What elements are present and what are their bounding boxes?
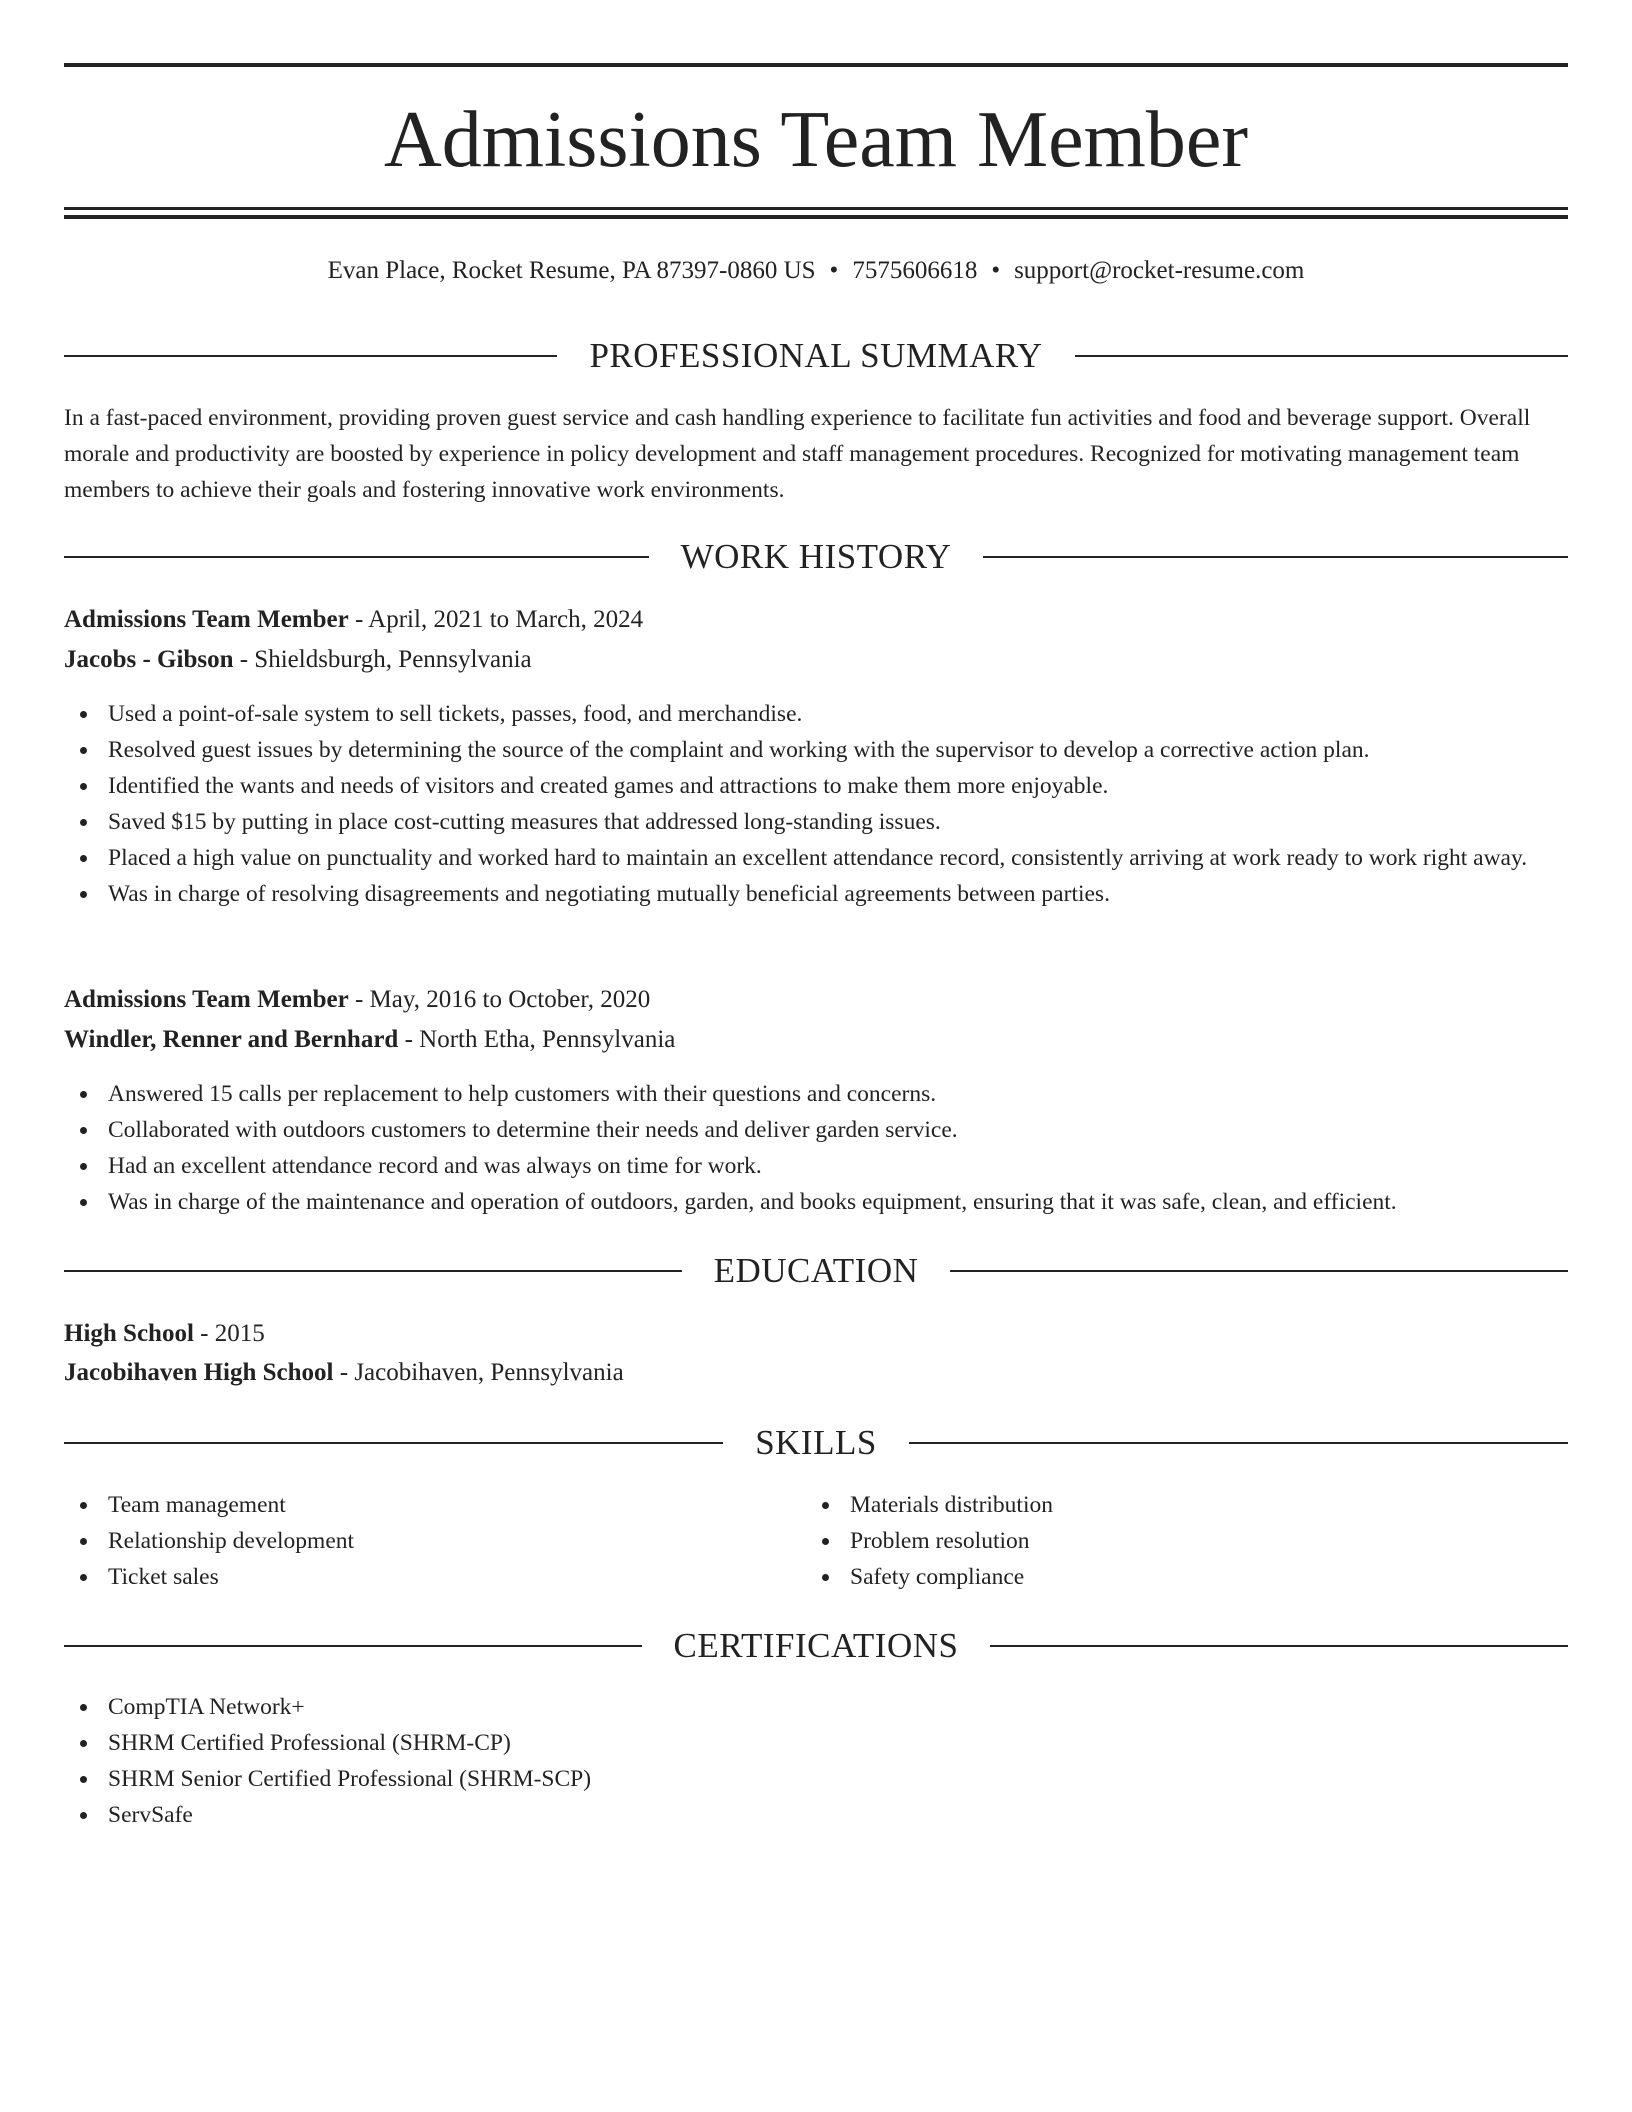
job-2-bullets [64,1076,1568,1220]
section-title-summary: PROFESSIONAL SUMMARY [589,336,1043,375]
header-top-rule [64,63,1568,67]
section-rule-right [909,1442,1568,1444]
job-2-company: Windler, Renner and Bernhard [64,1026,399,1053]
section-rule-right [990,1645,1568,1647]
list-item: Collaborated with outdoors customers to determine their needs and deliver garden service. [64,1112,1568,1148]
section-header-certifications [64,1624,1568,1668]
list-item: Materials distribution [806,1487,1506,1523]
education-location: - Jacobihaven, Pennsylvania [333,1359,624,1386]
job-2-title-line [64,982,1568,1018]
skills-list-right [806,1487,1506,1595]
section-rule-left [64,355,557,357]
section-header-skills [64,1421,1568,1465]
section-rule-left [64,556,649,558]
job-1-company-line [64,642,1568,678]
job-2-dates: - May, 2016 to October, 2020 [348,986,651,1013]
job-2-title: Admissions Team Member [64,986,349,1013]
section-rule-right [983,556,1568,558]
list-item: Was in charge of the maintenance and operation of outdoors, garden, and books equipment, ensuring that it was safe, clean, and efficient. [64,1184,1568,1220]
list-item: Placed a high value on punctuality and worked hard to maintain an excellent attendance record, consistently arriving at work ready to work right away. [64,840,1568,876]
list-item: Used a point-of-sale system to sell tickets, passes, food, and merchandise. [64,696,1568,732]
education-year: - 2015 [193,1320,265,1347]
list-item: Was in charge of resolving disagreements and negotiating mutually beneficial agreements between parties. [64,876,1568,912]
list-item: Team management [64,1487,764,1523]
education-school-line [64,1355,1568,1391]
header-double-rule-upper [64,207,1568,210]
education-degree-line [64,1316,1568,1352]
list-item: ServSafe [64,1797,1568,1833]
contact-line [64,253,1568,289]
job-1-title: Admissions Team Member [64,606,349,633]
list-item: SHRM Certified Professional (SHRM-CP) [64,1725,1568,1761]
resume-title: Admissions Team Member [384,96,1248,184]
education-school: Jacobihaven High School [64,1359,334,1386]
section-header-summary [64,334,1568,378]
section-rule-left [64,1442,723,1444]
list-item: Problem resolution [806,1523,1506,1559]
section-rule-right [1075,355,1568,357]
contact-email: support@rocket-resume.com [1014,257,1305,284]
list-item: SHRM Senior Certified Professional (SHRM-SCP) [64,1761,1568,1797]
list-item: Relationship development [64,1523,764,1559]
job-1-company: Jacobs - Gibson [64,646,234,673]
section-rule-left [64,1270,682,1272]
job-1-location: - Shieldsburgh, Pennsylvania [233,646,532,673]
contact-address: Evan Place, Rocket Resume, PA 87397-0860 US [327,257,816,284]
list-item: CompTIA Network+ [64,1689,1568,1725]
list-item: Safety compliance [806,1559,1506,1595]
job-1-dates: - April, 2021 to March, 2024 [348,606,644,633]
list-item: Had an excellent attendance record and was always on time for work. [64,1148,1568,1184]
section-title-work: WORK HISTORY [680,537,952,576]
job-2-location: - North Etha, Pennsylvania [398,1026,676,1053]
section-header-work [64,535,1568,579]
job-1-bullets [64,696,1568,912]
section-title-education: EDUCATION [713,1251,919,1290]
section-title-skills: SKILLS [755,1423,877,1462]
list-item: Saved $15 by putting in place cost-cutting measures that addressed long-standing issues. [64,804,1568,840]
section-header-education [64,1249,1568,1293]
contact-separator: • [991,257,1001,284]
education-degree: High School [64,1320,194,1347]
summary-text: In a fast-paced environment, providing proven guest service and cash handling experience to facilitate fun activities and food and beverage support. Overall morale and productivity are boosted by experience in policy development and staff management procedures. Recognized for motivating management team members to achieve their goals and fostering innovative work environments. [64,405,1531,503]
list-item: Answered 15 calls per replacement to help customers with their questions and concerns. [64,1076,1568,1112]
job-1-title-line [64,602,1568,638]
list-item: Ticket sales [64,1559,764,1595]
job-2-company-line [64,1022,1568,1058]
skills-list-left [64,1487,764,1595]
certifications-list [64,1689,1568,1833]
list-item: Resolved guest issues by determining the source of the complaint and working with the supervisor to develop a corrective action plan. [64,732,1568,768]
list-item: Identified the wants and needs of visitors and created games and attractions to make them more enjoyable. [64,768,1568,804]
header-double-rule-lower [64,215,1568,219]
section-title-certifications: CERTIFICATIONS [673,1626,959,1665]
contact-phone: 7575606618 [852,257,978,284]
section-rule-left [64,1645,642,1647]
section-rule-right [950,1270,1568,1272]
contact-separator: • [829,257,839,284]
